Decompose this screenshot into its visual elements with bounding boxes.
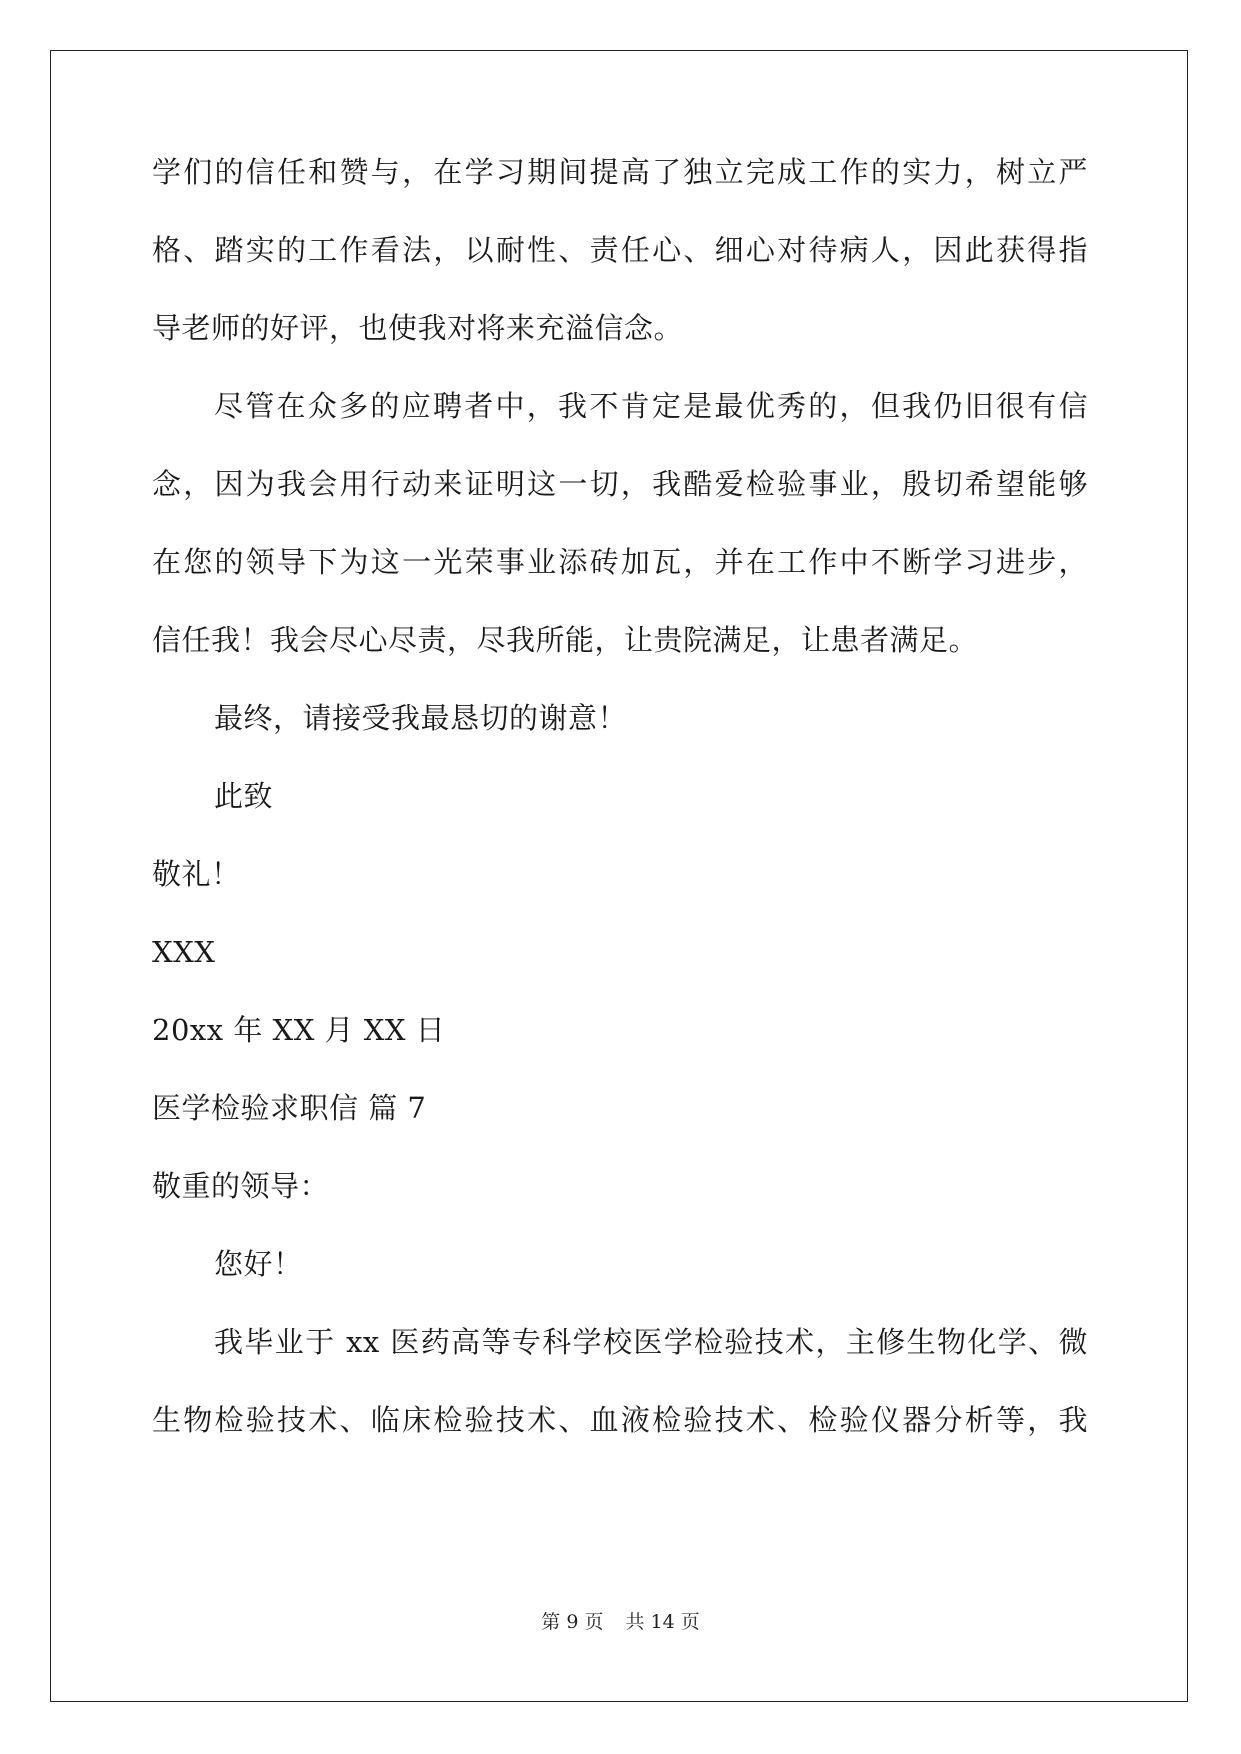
page-total: 共 14 页: [625, 1611, 700, 1633]
paragraph-line: 格、踏实的工作看法，以耐性、责任心、细心对待病人，因此获得指: [152, 233, 1088, 267]
salutation-line: 此致: [214, 779, 274, 813]
paragraph-line: 学们的信任和赞与，在学习期间提高了独立完成工作的实力，树立严: [152, 155, 1088, 189]
paragraph-line: 在您的领导下为这一光荣事业添砖加瓦，并在工作中不断学习进步，: [152, 545, 1088, 579]
greeting-line: 敬重的领导：: [152, 1169, 330, 1203]
salutation-line: 敬礼！: [152, 857, 241, 891]
paragraph-line: 导老师的好评，也使我对将来充溢信念。: [152, 311, 684, 345]
paragraph-line: 最终，请接受我最恳切的谢意！: [214, 701, 628, 735]
greeting-line: 您好！: [214, 1247, 303, 1281]
page-number: 第 9 页: [541, 1611, 604, 1633]
paragraph-line: 生物检验技术、临床检验技术、血液检验技术、检验仪器分析等，我: [152, 1403, 1088, 1437]
paragraph-line: 信任我！我会尽心尽责，尽我所能，让贵院满足，让患者满足。: [152, 623, 979, 657]
paragraph-line: 尽管在众多的应聘者中，我不肯定是最优秀的，但我仍旧很有信: [214, 389, 1088, 423]
paragraph-line: 念，因为我会用行动来证明这一切，我酷爱检验事业，殷切希望能够: [152, 467, 1088, 501]
section-heading: 医学检验求职信 篇 7: [152, 1091, 427, 1125]
signature-name: XXX: [152, 935, 216, 969]
signature-date: 20xx 年 XX 月 XX 日: [152, 1013, 446, 1047]
paragraph-line: 我毕业于 xx 医药高等专科学校医学检验技术，主修生物化学、微: [214, 1325, 1088, 1359]
page-footer: [0, 1610, 1241, 1634]
